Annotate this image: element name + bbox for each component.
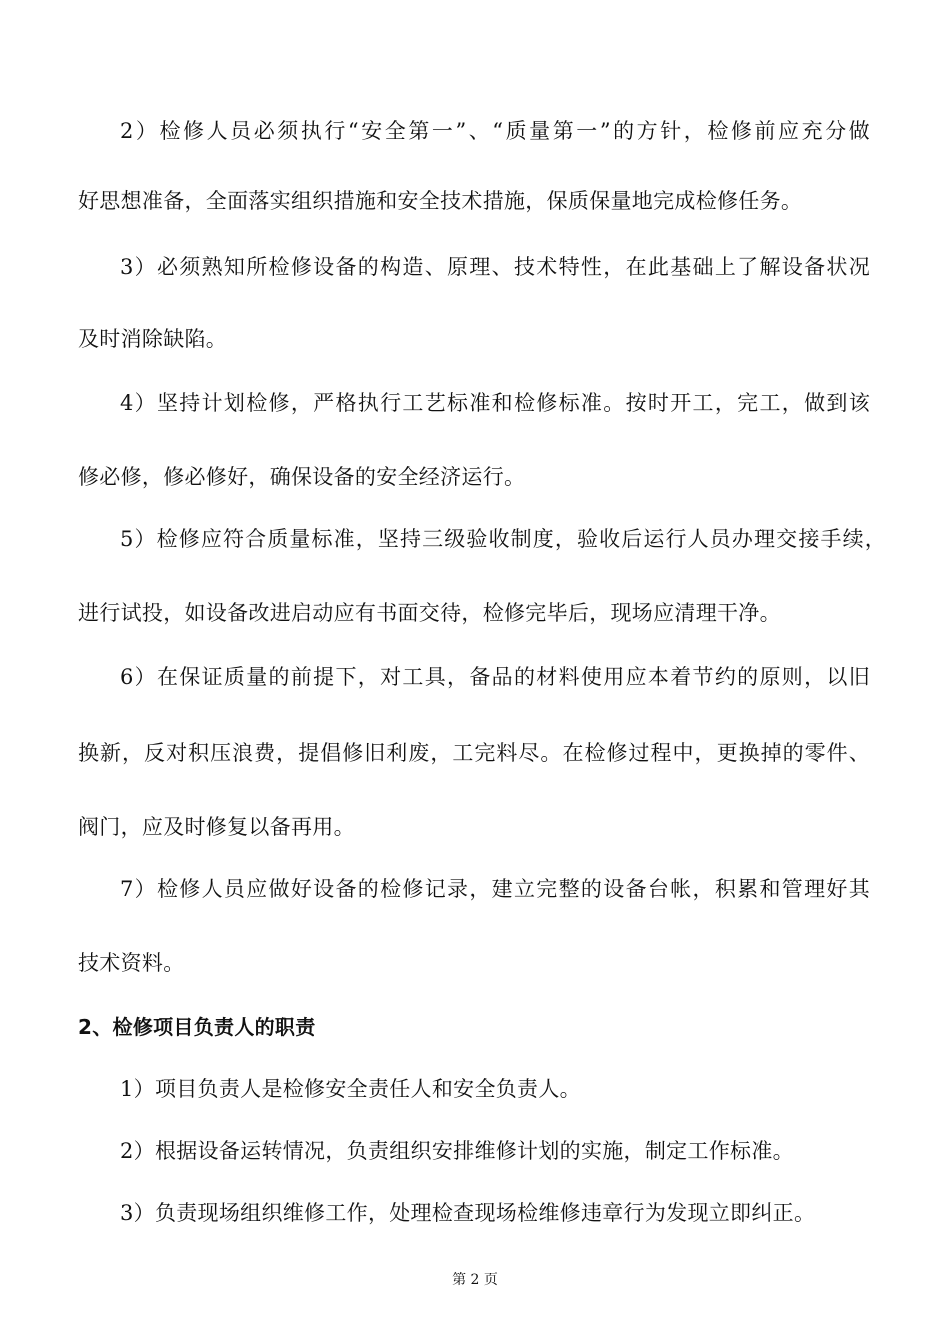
paragraph-3-line-1: 3）必须熟知所检修设备的构造、原理、技术特性，在此基础上了解设备状况 [120, 255, 870, 279]
paragraph-2-line-2: 好思想准备，全面落实组织措施和安全技术措施，保质保量地完成检修任务。 [78, 189, 803, 213]
paragraph-3-line-2: 及时消除缺陷。 [78, 327, 228, 351]
duty-item-1: 1）项目负责人是检修安全责任人和安全负责人。 [120, 1077, 581, 1101]
duty-item-3: 3）负责现场组织维修工作，处理检查现场检维修违章行为发现立即纠正。 [120, 1201, 816, 1225]
paragraph-6-line-1: 6）在保证质量的前提下，对工具，备品的材料使用应本着节约的原则，以旧 [120, 665, 870, 689]
paragraph-2-line-1: 2）检修人员必须执行“安全第一”、“质量第一”的方针，检修前应充分做 [120, 119, 870, 143]
paragraph-4-line-2: 修必修，修必修好，确保设备的安全经济运行。 [78, 465, 526, 489]
paragraph-4-line-1: 4）坚持计划检修，严格执行工艺标准和检修标准。按时开工，完工，做到该 [120, 391, 870, 415]
section-heading: 2、检修项目负责人的职责 [78, 1015, 316, 1039]
paragraph-5-line-1: 5）检修应符合质量标准，坚持三级验收制度，验收后运行人员办理交接手续， [120, 527, 886, 551]
page-number: 第 2 页 [452, 1272, 498, 1288]
paragraph-7-line-1: 7）检修人员应做好设备的检修记录，建立完整的设备台帐，积累和管理好其 [120, 877, 870, 901]
paragraph-6-line-2: 换新，反对积压浪费，提倡修旧利废，工完料尽。在检修过程中，更换掉的零件、 [78, 741, 870, 765]
duty-item-2: 2）根据设备运转情况，负责组织安排维修计划的实施，制定工作标准。 [120, 1139, 794, 1163]
paragraph-5-line-2: 进行试投，如设备改进启动应有书面交待，检修完毕后，现场应清理干净。 [78, 601, 781, 625]
paragraph-6-line-3: 阀门，应及时修复以备再用。 [78, 815, 355, 839]
paragraph-7-line-2: 技术资料。 [78, 951, 185, 975]
